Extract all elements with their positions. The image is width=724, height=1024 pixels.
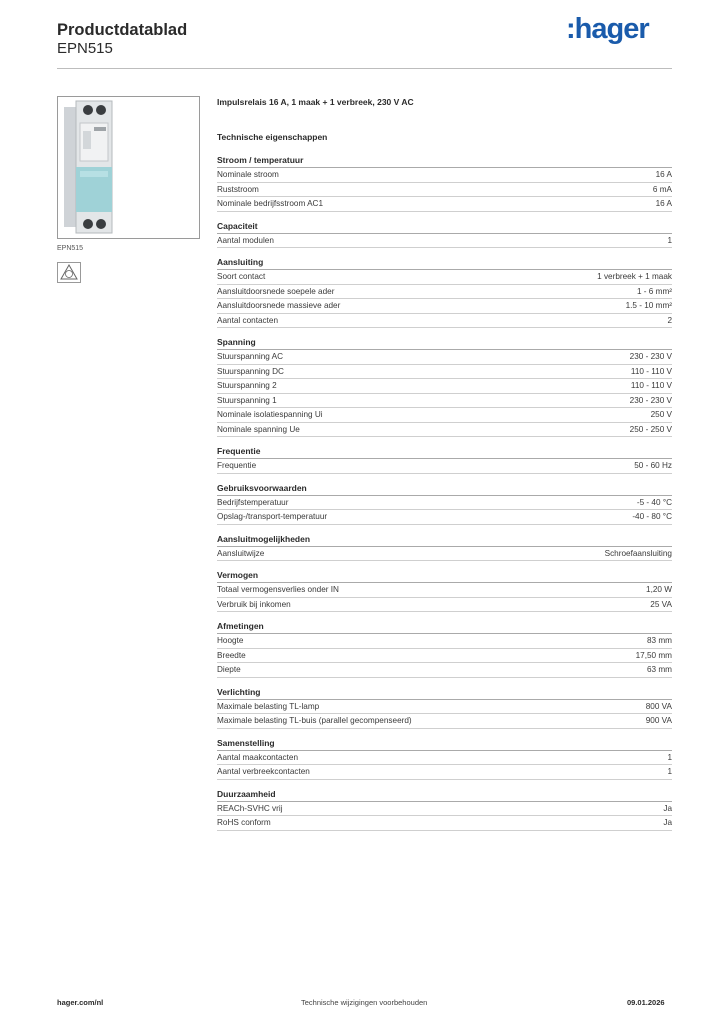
spec-value: 900 VA — [645, 716, 672, 725]
section-title: Afmetingen — [217, 621, 672, 634]
spec-section — [217, 337, 672, 437]
spec-section — [217, 483, 672, 525]
spec-value: 1 verbreek + 1 maak — [597, 272, 672, 281]
spec-section — [217, 570, 672, 612]
spec-value: 1,20 W — [646, 585, 672, 594]
section-gap — [217, 678, 672, 687]
section-gap — [217, 474, 672, 483]
spec-section — [217, 446, 672, 474]
section-gap — [217, 212, 672, 221]
spec-row — [217, 168, 672, 183]
spec-value: 17,50 mm — [635, 650, 672, 660]
spec-value: -5 - 40 °C — [636, 497, 672, 507]
spec-value: 83 mm — [646, 636, 672, 645]
spec-section — [217, 534, 672, 562]
spec-label: Ruststroom — [217, 184, 259, 194]
section-title: Duurzaamheid — [217, 789, 672, 802]
spec-label: Stuurspanning DC — [217, 366, 284, 376]
section-title: Samenstelling — [217, 738, 672, 751]
spec-row — [217, 234, 672, 249]
spec-value: -40 - 80 °C — [632, 512, 672, 521]
section-gap — [217, 328, 672, 337]
spec-value: 230 - 230 V — [629, 395, 672, 405]
spec-section — [217, 621, 672, 678]
spec-row — [217, 751, 672, 766]
spec-label: Aansluitdoorsnede soepele ader — [217, 286, 335, 296]
section-gap — [217, 437, 672, 446]
spec-label: Nominale bedrijfsstroom AC1 — [217, 199, 324, 208]
spec-row — [217, 379, 672, 394]
spec-row — [217, 408, 672, 423]
spec-value: 16 A — [655, 170, 672, 179]
spec-row — [217, 183, 672, 198]
spec-label: Aantal verbreekcontacten — [217, 767, 310, 776]
spec-label: Totaal vermogensverlies onder IN — [217, 585, 339, 594]
spec-row — [217, 765, 672, 780]
spec-value: 6 mA — [652, 184, 672, 194]
spec-label: Aansluitwijze — [217, 548, 265, 558]
product-image — [58, 97, 199, 238]
section-title: Capaciteit — [217, 221, 672, 234]
spec-label: Maximale belasting TL-buis (parallel gecompenseerd) — [217, 716, 412, 725]
section-title: Verlichting — [217, 687, 672, 700]
spec-label: Bedrijfstemperatuur — [217, 497, 289, 507]
spec-value: 1 — [667, 235, 672, 245]
spec-row — [217, 816, 672, 831]
page-title: Productdatablad — [57, 21, 188, 39]
header-divider — [57, 68, 672, 69]
spec-value: 1 — [667, 752, 672, 762]
spec-label: Frequentie — [217, 461, 257, 470]
spec-section — [217, 738, 672, 780]
spec-row — [217, 314, 672, 329]
spec-label: Nominale isolatiespanning Ui — [217, 410, 323, 419]
footer-date: 09.01.2026 — [627, 998, 665, 1007]
spec-label: Hoogte — [217, 636, 244, 645]
spec-value: Ja — [663, 818, 672, 827]
section-gap — [217, 729, 672, 738]
spec-label: Nominale stroom — [217, 170, 279, 179]
spec-value: 1 — [667, 767, 672, 776]
spec-value: Ja — [663, 803, 672, 813]
spec-row — [217, 634, 672, 649]
spec-section — [217, 687, 672, 729]
spec-label: Stuurspanning 2 — [217, 381, 277, 390]
spec-value: 16 A — [655, 199, 672, 208]
spec-row — [217, 299, 672, 314]
spec-label: Stuurspanning 1 — [217, 395, 277, 405]
product-description: Impulsrelais 16 A, 1 maak + 1 verbreek, 230 V AC — [217, 97, 414, 107]
section-gap — [217, 248, 672, 257]
spec-row — [217, 394, 672, 409]
spec-row — [217, 802, 672, 817]
spec-section — [217, 221, 672, 249]
spec-value: 63 mm — [646, 665, 672, 674]
spec-row — [217, 714, 672, 729]
spec-row — [217, 649, 672, 664]
spec-value: 1.5 - 10 mm² — [625, 301, 672, 310]
section-title: Aansluiting — [217, 257, 672, 270]
spec-value: 800 VA — [645, 701, 672, 711]
spec-label: Aansluitdoorsnede massieve ader — [217, 301, 341, 310]
spec-label: Aantal contacten — [217, 315, 278, 325]
spec-label: Nominale spanning Ue — [217, 424, 300, 434]
spec-row — [217, 365, 672, 380]
product-image-frame — [57, 96, 200, 239]
spec-row — [217, 547, 672, 562]
spec-label: Soort contact — [217, 272, 266, 281]
spec-label: Breedte — [217, 650, 246, 660]
spec-row — [217, 510, 672, 525]
footer-website: hager.com/nl — [57, 998, 104, 1007]
spec-value: Schroefaansluiting — [604, 548, 672, 558]
spec-row — [217, 350, 672, 365]
spec-label: Stuurspanning AC — [217, 352, 283, 361]
spec-row — [217, 423, 672, 438]
spec-row — [217, 496, 672, 511]
spec-value: 1 - 6 mm² — [636, 286, 672, 296]
spec-value: 25 VA — [650, 599, 672, 609]
spec-section — [217, 789, 672, 831]
spec-label: Aantal modulen — [217, 235, 274, 245]
section-gap — [217, 780, 672, 789]
product-code: EPN515 — [57, 40, 113, 57]
spec-row — [217, 583, 672, 598]
section-gap — [217, 612, 672, 621]
section-title: Vermogen — [217, 570, 672, 583]
section-gap — [217, 525, 672, 534]
spec-row — [217, 663, 672, 678]
section-gap — [217, 561, 672, 570]
spec-value: 250 V — [650, 410, 672, 419]
section-title: Gebruiksvoorwaarden — [217, 483, 672, 496]
spec-label: Verbruik bij inkomen — [217, 599, 291, 609]
spec-row — [217, 700, 672, 715]
spec-value: 110 - 110 V — [630, 381, 672, 390]
spec-label: RoHS conform — [217, 818, 271, 827]
spec-value: 50 - 60 Hz — [634, 461, 672, 470]
spec-value: 250 - 250 V — [629, 424, 672, 434]
spec-value: 110 - 110 V — [630, 366, 672, 376]
spec-label: Maximale belasting TL-lamp — [217, 701, 320, 711]
section-title: Aansluitmogelijkheden — [217, 534, 672, 547]
spec-value: 230 - 230 V — [629, 352, 672, 361]
spec-row — [217, 459, 672, 474]
spec-label: Opslag-/transport-temperatuur — [217, 512, 328, 521]
section-title: Spanning — [217, 337, 672, 350]
spec-label: Aantal maakcontacten — [217, 752, 299, 762]
spec-value: 2 — [667, 315, 672, 325]
spec-sections — [217, 155, 672, 831]
specifications — [217, 97, 672, 831]
footer-notice: Technische wijzigingen voorbehouden — [301, 998, 428, 1007]
hager-logo: :hager — [566, 13, 649, 45]
section-title: Frequentie — [217, 446, 672, 459]
spec-row — [217, 270, 672, 285]
spec-row — [217, 598, 672, 613]
section-title: Stroom / temperatuur — [217, 155, 672, 168]
spec-section — [217, 155, 672, 212]
spec-row — [217, 197, 672, 212]
certification-mark-icon — [57, 262, 81, 283]
product-reference: EPN515 — [57, 245, 84, 252]
spec-label: REACh-SVHC vrij — [217, 803, 283, 813]
spec-label: Diepte — [217, 665, 241, 674]
spec-section — [217, 257, 672, 328]
spec-row — [217, 285, 672, 300]
tech-heading: Technische eigenschappen — [217, 132, 328, 142]
